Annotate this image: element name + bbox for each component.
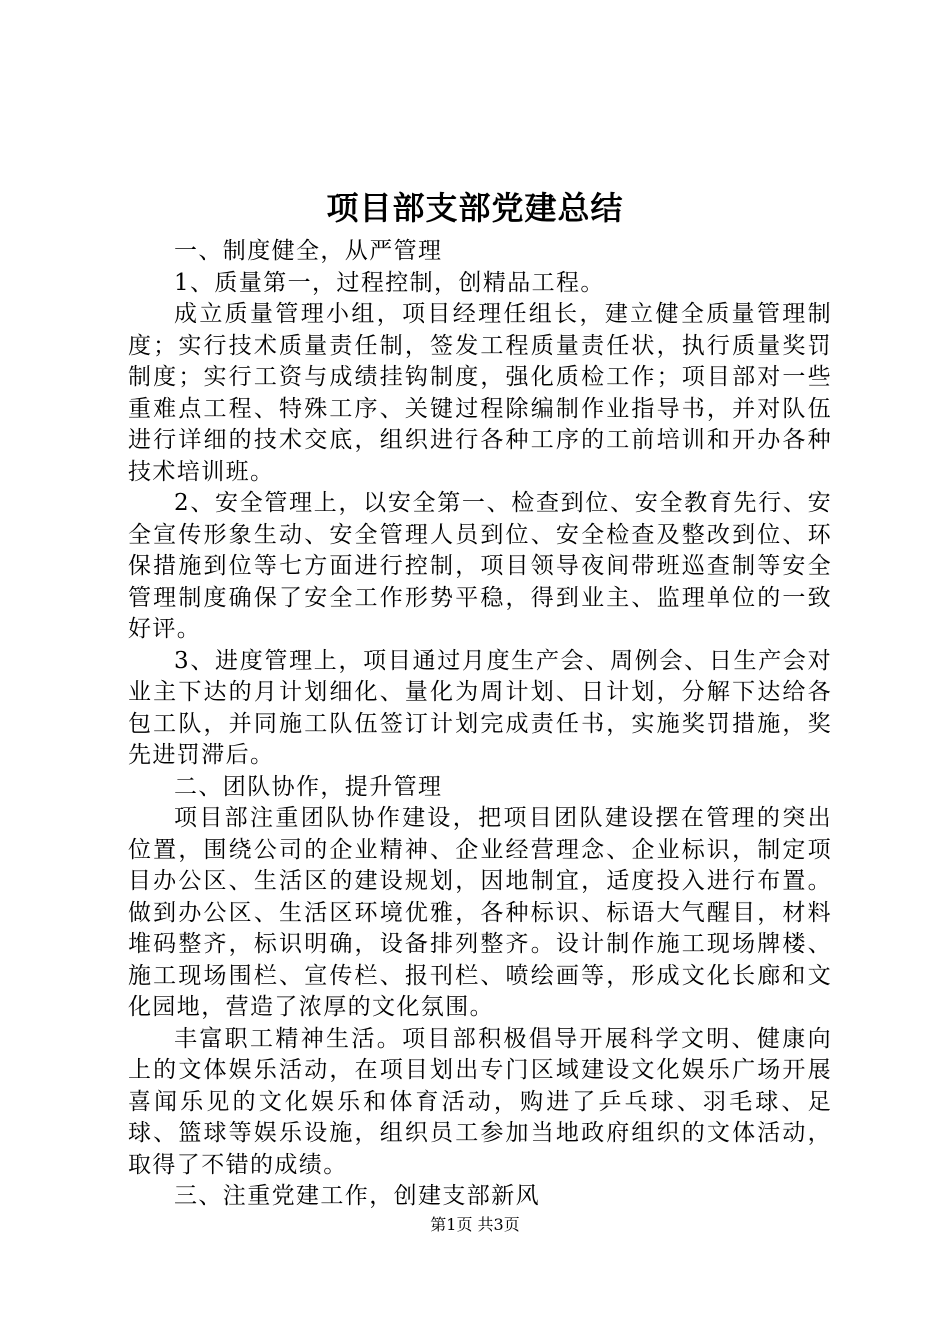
paragraph-quality: 成立质量管理小组，项目经理任组长，建立健全质量管理制度；实行技术质量责任制，签发工程质量责任状，执行质量奖罚制度；实行工资与成绩挂钩制度，强化质检工作；项目部对一些重难点工程、特殊工序、关键过程除编制作业指导书，并对队伍进行详细的技术交底，组织进行各种工序的工前培训和开办各种技术培训班。 (128, 301, 832, 485)
paragraph-culture: 丰富职工精神生活。项目部积极倡导开展科学文明、健康向上的文体娱乐活动，在项目划出专门区域建设文化娱乐广场开展喜闻乐见的文化娱乐和体育活动，购进了乒乓球、羽毛球、足球、篮球等娱乐设施，组织员工参加当地政府组织的文体活动，取得了不错的成绩。 (128, 1025, 832, 1178)
paragraph-safety: 2、安全管理上，以安全第一、检查到位、安全教育先行、安全宣传形象生动、安全管理人员到位、安全检查及整改到位、环保措施到位等七方面进行控制，项目领导夜间带班巡查制等安全管理制度确保了安全工作形势平稳，得到业主、监理单位的一致好评。 (128, 490, 832, 642)
paragraph-progress: 3、进度管理上，项目通过月度生产会、周例会、日生产会对业主下达的月计划细化、量化为周计划、日计划，分解下达给各包工队，并同施工队伍签订计划完成责任书，实施奖罚措施，奖先进罚滞后。 (128, 647, 832, 768)
page-footer: 第1页 共3页 (430, 1215, 520, 1234)
section-heading-3: 三、注重党建工作，创建支部新风 (174, 1183, 540, 1209)
section-heading-1: 一、制度健全，从严管理 (174, 238, 443, 264)
paragraph-team: 项目部注重团队协作建设，把项目团队建设摆在管理的突出位置，围绕公司的企业精神、企业经营理念、企业标识，制定项目办公区、生活区的建设规划，因地制宜，适度投入进行布置。做到办公区、生活区环境优雅，各种标识、标语大气醒目，材料堆码整齐，标识明确，设备排列整齐。设计制作施工现场牌楼、施工现场围栏、宣传栏、报刊栏、喷绘画等，形成文化长廊和文化园地，营造了浓厚的文化氛围。 (128, 805, 832, 1020)
subheading-quality: 1、质量第一，过程控制，创精品工程。 (174, 269, 605, 296)
document-title: 项目部支部党建总结 (326, 189, 624, 227)
document-body (128, 236, 832, 1213)
section-heading-2: 二、团队协作，提升管理 (174, 773, 443, 800)
